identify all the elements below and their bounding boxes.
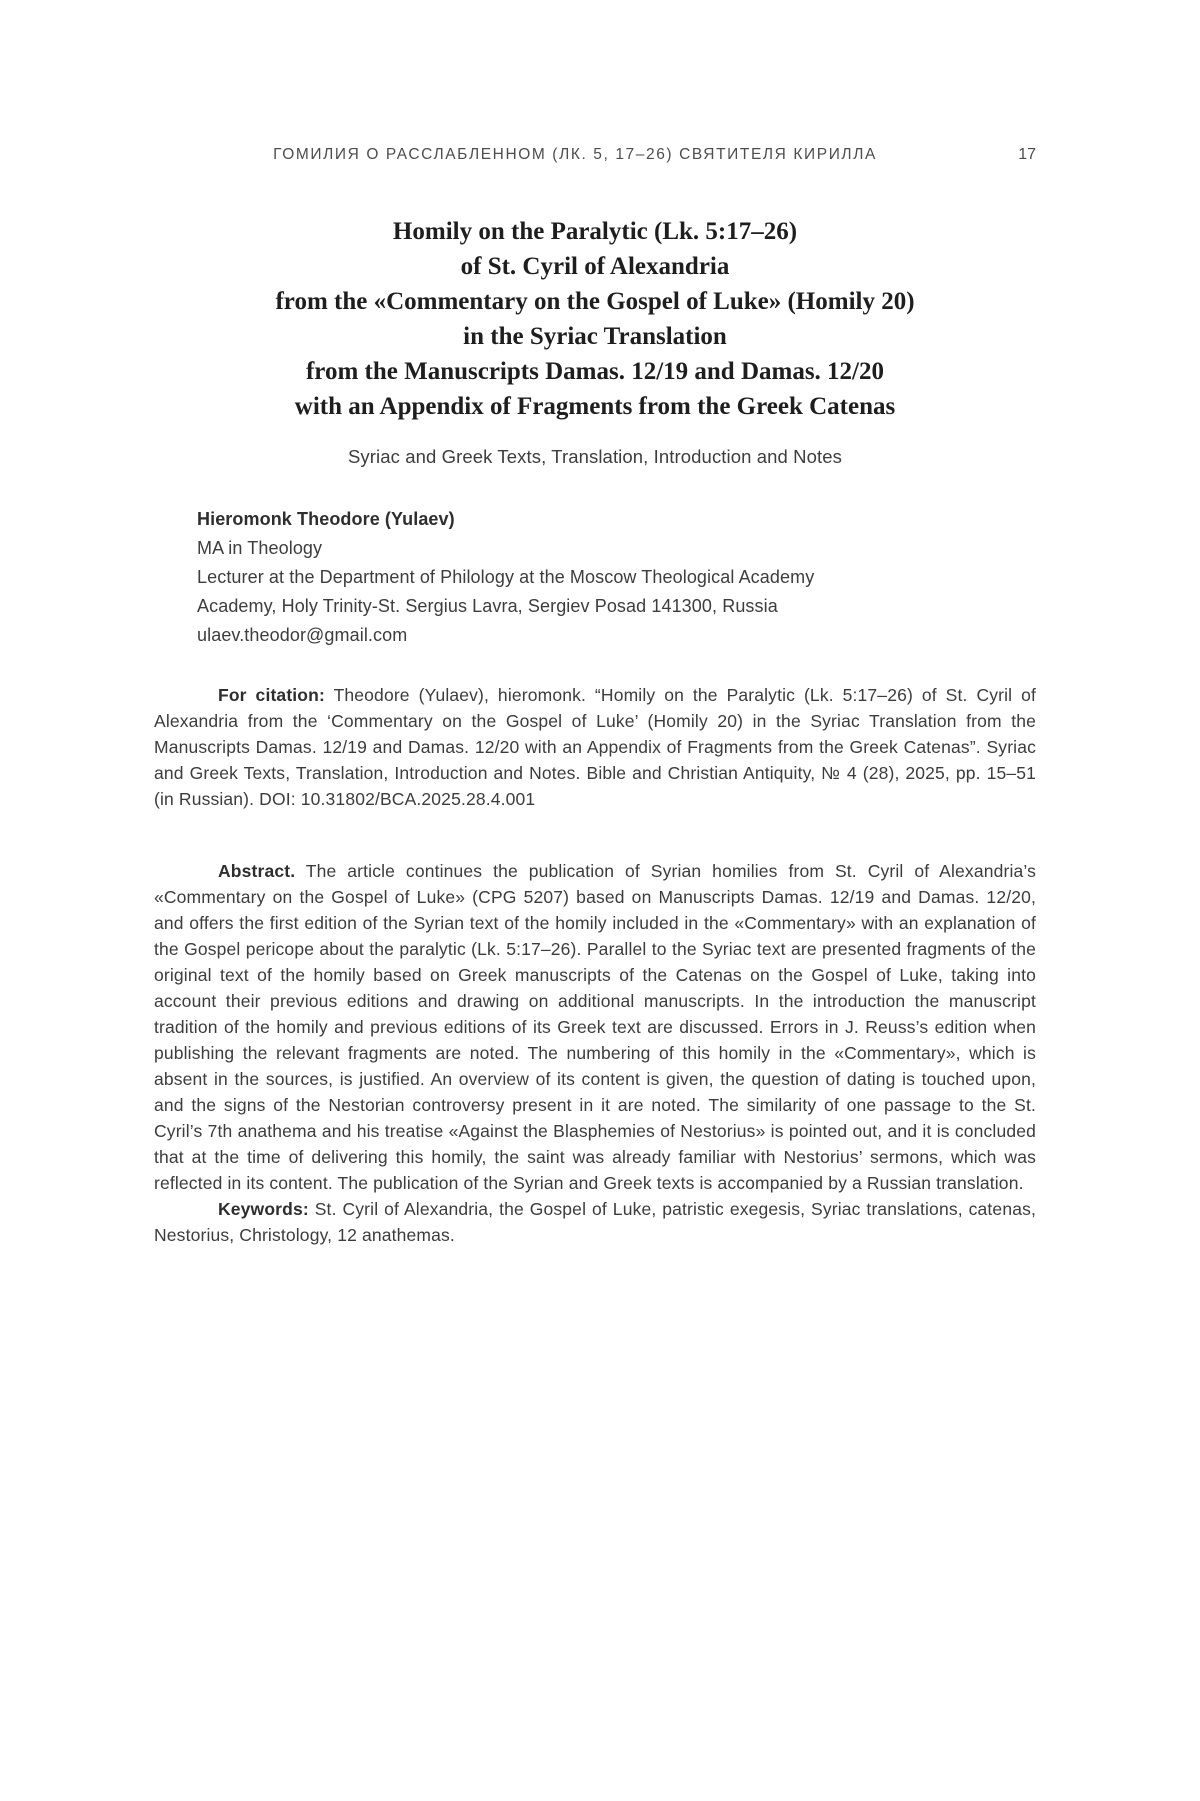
author-degree: MA in Theology bbox=[197, 538, 323, 558]
author-name: Hieromonk Theodore (Yulaev) bbox=[197, 509, 455, 529]
abstract-text: The article continues the publication of Syrian homilies from St. Cyril of Alexandria’s «Commentary on the Gospel of Luke» (CPG 5207) based on Manuscripts Damas. 12/19 and Damas. 12/20, and offers the first edition of the Syrian text of the homily included in the «Commentary» with an explanation of the Gospel pericope about the paralytic (Lk. 5:17–26). Parallel to the Syriac text are presented fragments of the original text of the homily based on Greek manuscripts of the Catenas on the Gospel of Luke, taking into account their previous editions and drawing on additional manuscripts. In the introduction the manuscript tradition of the homily and previous editions of its Greek text are discussed. Errors in J. Reuss’s edition when publishing the relevant fragments are noted. The numbering of this homily in the «Commentary», which is absent in the sources, is justified. An overview of its content is given, the question of dating is touched upon, and the signs of the Nestorian controversy present in it are noted. The similarity of one passage to the St. Cyril’s 7th anathema and his treatise «Against the Blasphemies of Nestorius» is pointed out, and it is concluded that at the time of delivering this homily, the saint was already familiar with Nestorius’ sermons, which was reflected in its content. The publication of the Syrian and Greek texts is accompanied by a Russian translation. bbox=[154, 861, 1036, 1193]
author-affiliation-line-2: Academy, Holy Trinity-St. Sergius Lavra, Sergiev Posad 141300, Russia bbox=[197, 596, 778, 616]
citation-text: Theodore (Yulaev), hieromonk. “Homily on the Paralytic (Lk. 5:17–26) of St. Cyril of Alexandria from the ‘Commentary on the Gospel of Luke’ (Homily 20) in the Syriac Translation from the Manuscripts Damas. 12/19 and Damas. 12/20 with an Appendix of Fragments from the Greek Catenas”. Syriac and Greek Texts, Translation, Introduction and Notes. Bible and Christian Antiquity, № 4 (28), 2025, pp. 15–51 (in Russian). DOI: 10.31802/BCA.2025.28.4.001 bbox=[154, 685, 1036, 809]
author-affiliation-line-1: Lecturer at the Department of Philology at the Moscow Theological Academy bbox=[197, 567, 815, 587]
abstract-label: Abstract. bbox=[218, 861, 296, 881]
author-email: ulaev.theodor@gmail.com bbox=[197, 625, 408, 645]
article-title-line-1: Homily on the Paralytic (Lk. 5:17–26) bbox=[392, 218, 798, 245]
abstract-section bbox=[154, 858, 1036, 1248]
article-title-line-3: from the «Commentary on the Gospel of Luke» (Homily 20) bbox=[275, 288, 915, 315]
citation-paragraph bbox=[154, 682, 1036, 812]
article-title-line-5: from the Manuscripts Damas. 12/19 and Damas. 12/20 bbox=[305, 358, 884, 385]
keywords-paragraph bbox=[154, 1196, 1036, 1248]
running-head: ГОМИЛИЯ О РАССЛАБЛЕННОМ (ЛК. 5, 17–26) СВЯТИТЕЛЯ КИРИЛЛА bbox=[273, 146, 877, 163]
citation-label: For citation: bbox=[218, 685, 325, 705]
keywords-label: Keywords: bbox=[218, 1199, 309, 1219]
page-header bbox=[154, 146, 1036, 170]
author-block bbox=[197, 505, 1037, 650]
article-subtitle: Syriac and Greek Texts, Translation, Introduction and Notes bbox=[347, 446, 842, 467]
page-number: 17 bbox=[1018, 146, 1036, 163]
article-title-line-6: with an Appendix of Fragments from the Greek Catenas bbox=[294, 393, 896, 420]
abstract-paragraph bbox=[154, 858, 1036, 1196]
keywords-text: St. Cyril of Alexandria, the Gospel of Luke, patristic exegesis, Syriac translations, catenas, Nestorius, Christology, 12 anathemas. bbox=[154, 1199, 1036, 1245]
article-title-line-2: of St. Cyril of Alexandria bbox=[460, 253, 730, 280]
article-title-line-4: in the Syriac Translation bbox=[463, 323, 727, 350]
article-title bbox=[154, 214, 1036, 424]
